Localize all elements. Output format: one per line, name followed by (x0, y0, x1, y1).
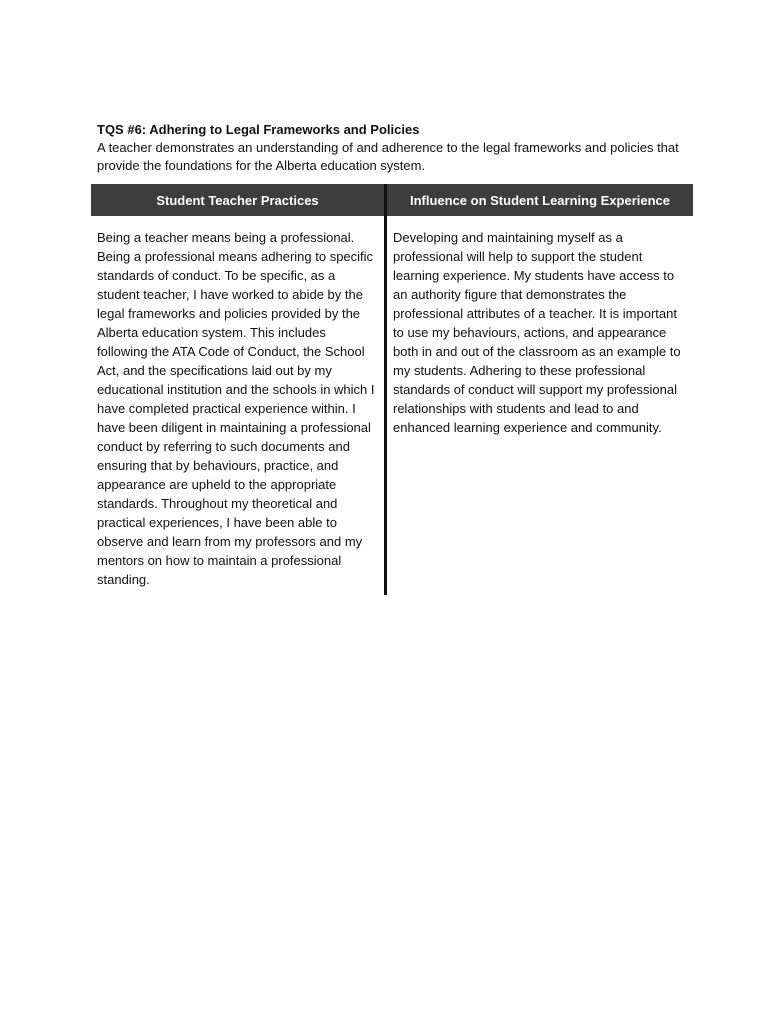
header-student-teacher-practices: Student Teacher Practices (91, 184, 386, 216)
table-header-row (91, 184, 693, 216)
document-description: A teacher demonstrates an understanding of and adherence to the legal frameworks and policies that provide the foundations for the Alberta education system. (97, 140, 679, 173)
table-row (91, 216, 693, 595)
cell-student-teacher-practices: Being a teacher means being a professional. Being a professional means adhering to specific standards of conduct. To be specific, as a student teacher, I have worked to abide by the legal frameworks and policies provided by the Alberta education system. This includes following the ATA Code of Conduct, the School Act, and the specifications laid out by my educational institution and the schools in which I have completed practical experience within. I have been diligent in maintaining a professional conduct by referring to such documents and ensuring that by behaviours, practice, and appearance are upheld to the appropriate standards. Throughout my theoretical and practical experiences, I have been able to observe and learn from my professors and my mentors on how to maintain a professional standing. (91, 216, 386, 595)
cell-influence-on-learning: Developing and maintaining myself as a professional will help to support the student learning experience. My students have access to an authority figure that demonstrates the professional attributes of a teacher. It is important to use my behaviours, actions, and appearance both in and out of the classroom as an example to my students. Adhering to these professional standards of conduct will support my professional relationships with students and lead to and enhanced learning experience and community. (393, 230, 681, 435)
header-influence-on-learning: Influence on Student Learning Experience (386, 184, 694, 216)
tqs-table (91, 184, 693, 595)
document-title: TQS #6: Adhering to Legal Frameworks and Policies (97, 122, 420, 137)
intro-section (97, 121, 687, 175)
